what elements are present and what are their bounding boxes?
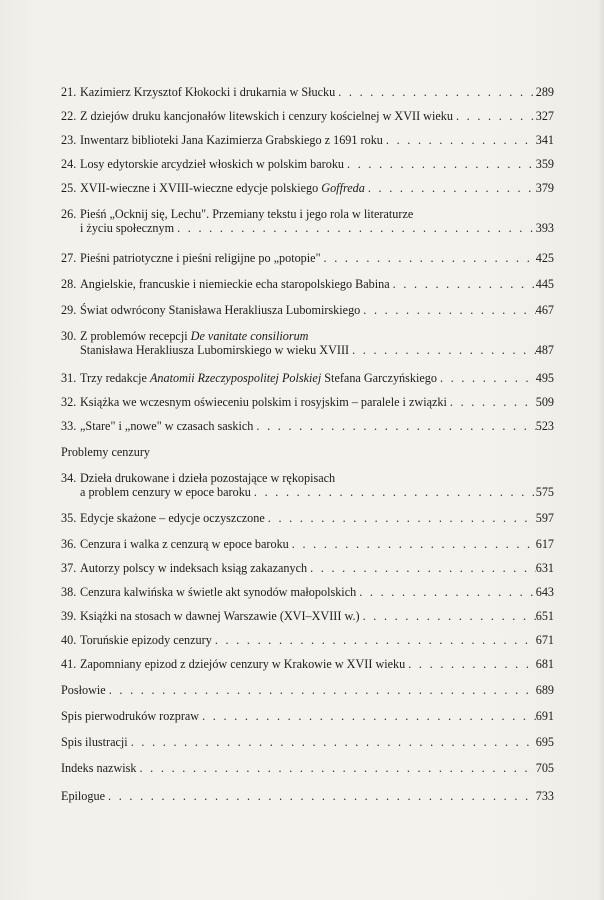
dot-leader <box>321 251 536 265</box>
entry-page: 327 <box>535 109 554 123</box>
entry-page: 467 <box>535 303 554 317</box>
entry-page: 575 <box>535 485 554 499</box>
toc-entry[interactable] <box>61 789 554 803</box>
entry-page: 695 <box>535 735 554 749</box>
entry-number: 39. <box>61 609 77 623</box>
entry-number: 32. <box>61 395 77 409</box>
entry-title: Toruńskie epizody cenzury <box>80 633 212 647</box>
entry-title-italic: Anatomii Rzeczypospolitej Polskiej <box>149 371 322 385</box>
toc-entry[interactable] <box>61 561 554 575</box>
entry-title-italic: Goffreda <box>321 181 365 195</box>
toc-entry[interactable] <box>61 609 554 623</box>
toc-entry[interactable] <box>61 207 554 235</box>
entry-title: Losy edytorskie arcydzieł włoskich w polskim baroku <box>80 157 345 171</box>
toc-entry[interactable] <box>61 133 554 147</box>
entry-page: 681 <box>535 657 554 671</box>
dot-leader <box>199 709 536 723</box>
entry-title: Spis pierwodruków rozpraw <box>61 709 200 723</box>
toc-entry[interactable] <box>61 511 554 525</box>
entry-page: 617 <box>535 537 554 551</box>
dot-leader <box>174 221 536 235</box>
toc-entry[interactable] <box>61 585 554 599</box>
toc-entry[interactable] <box>61 251 554 265</box>
entry-page: 341 <box>535 133 554 147</box>
dot-leader <box>405 657 535 671</box>
dot-leader <box>390 277 536 291</box>
toc-entry[interactable] <box>61 329 554 357</box>
entry-title: Angielskie, francuskie i niemieckie echa staropolskiego Babina <box>80 277 390 291</box>
entry-title: Indeks nazwisk <box>61 761 137 775</box>
entry-title: Kazimierz Krzysztof Kłokocki i drukarnia w Słucku <box>80 85 336 99</box>
entry-title: Cenzura i walka z cenzurą w epoce baroku <box>80 537 289 551</box>
entry-page: 651 <box>535 609 554 623</box>
toc-entry[interactable] <box>61 683 554 697</box>
entry-number: 31. <box>61 371 77 385</box>
toc-entry[interactable] <box>61 761 554 775</box>
dot-leader <box>335 85 536 99</box>
entry-number: 36. <box>61 537 77 551</box>
dot-leader <box>128 735 536 749</box>
entry-page: 445 <box>535 277 554 291</box>
entry-title: Inwentarz biblioteki Jana Kazimierza Grabskiego z 1691 roku <box>80 133 383 147</box>
toc-entry[interactable] <box>61 109 554 123</box>
entry-number: 38. <box>61 585 77 599</box>
dot-leader <box>212 633 536 647</box>
entry-page: 691 <box>535 709 554 723</box>
entry-page: 689 <box>535 683 554 697</box>
toc-entry[interactable] <box>61 181 554 195</box>
entry-number: 25. <box>61 181 77 195</box>
dot-leader <box>289 537 536 551</box>
entry-page: 705 <box>535 761 554 775</box>
entry-title: Spis ilustracji <box>61 735 128 749</box>
entry-title: Pieśni patriotyczne i pieśni religijne po „potopie" <box>80 251 321 265</box>
entry-number: 27. <box>61 251 77 265</box>
entry-title: Z dziejów druku kancjonałów litewskich i cenzury kościelnej w XVII wieku <box>80 109 453 123</box>
entry-number: 41. <box>61 657 77 671</box>
section-heading: Problemy cenzury <box>61 445 151 459</box>
toc-entry[interactable] <box>61 303 554 317</box>
entry-number: 37. <box>61 561 77 575</box>
entry-page: 289 <box>535 85 554 99</box>
dot-leader <box>349 343 536 357</box>
entry-page: 597 <box>535 511 554 525</box>
dot-leader <box>447 395 536 409</box>
toc-entry[interactable] <box>61 709 554 723</box>
dot-leader <box>105 789 536 803</box>
entry-number: 21. <box>61 85 77 99</box>
entry-title: Trzy redakcje <box>80 371 150 385</box>
entry-page: 631 <box>535 561 554 575</box>
toc-entry[interactable] <box>61 371 554 385</box>
entry-page: 671 <box>535 633 554 647</box>
entry-title: XVII-wieczne i XVIII-wieczne edycje polskiego <box>80 181 322 195</box>
entry-number: 29. <box>61 303 77 317</box>
toc-entry[interactable] <box>61 85 554 99</box>
entry-page: 509 <box>535 395 554 409</box>
dot-leader <box>360 609 536 623</box>
entry-number: 23. <box>61 133 77 147</box>
entry-number: 30. <box>61 329 77 343</box>
entry-title: Zapomniany epizod z dziejów cenzury w Krakowie w XVII wieku <box>80 657 406 671</box>
entry-title-line1: Pieśń „Ocknij się, Lechu". Przemiany tekstu i jego rola w literaturze <box>80 207 414 221</box>
entry-number: 34. <box>61 471 77 485</box>
entry-title-line1: Dzieła drukowane i dzieła pozostające w rękopisach <box>80 471 336 485</box>
entry-title-italic: De vanitate consiliorum <box>190 329 309 343</box>
entry-page: 495 <box>535 371 554 385</box>
entry-page: 393 <box>535 221 554 235</box>
entry-page: 379 <box>535 181 554 195</box>
toc-entry[interactable] <box>61 471 554 499</box>
entry-title: „Stare" i „nowe" w czasach saskich <box>80 419 254 433</box>
dot-leader <box>265 511 536 525</box>
entry-page: 643 <box>535 585 554 599</box>
dot-leader <box>251 485 536 499</box>
toc-entry[interactable] <box>61 657 554 671</box>
dot-leader <box>344 157 536 171</box>
entry-number: 26. <box>61 207 77 221</box>
entry-title: Edycje skażone – edycje oczyszczone <box>80 511 265 525</box>
entry-title: Książki na stosach w dawnej Warszawie (XVI–XVIII w.) <box>80 609 360 623</box>
entry-page: 523 <box>535 419 554 433</box>
dot-leader <box>360 303 535 317</box>
entry-page: 487 <box>535 343 554 357</box>
entry-title-line2: Stanisława Herakliusza Lubomirskiego w wieku XVIII <box>80 343 350 357</box>
toc-entry[interactable] <box>61 277 554 291</box>
entry-title-line2: a problem cenzury w epoce baroku <box>80 485 251 499</box>
dot-leader <box>307 561 536 575</box>
entry-number: 33. <box>61 419 77 433</box>
toc-entry[interactable] <box>61 395 554 409</box>
dot-leader <box>106 683 536 697</box>
entry-title: Epilogue <box>61 789 106 803</box>
entry-title-line2: i życiu społecznym <box>80 221 175 235</box>
entry-number: 35. <box>61 511 77 525</box>
dot-leader <box>356 585 536 599</box>
entry-title: Autorzy polscy w indeksach ksiąg zakazanych <box>80 561 308 575</box>
entry-title-rest: Stefana Garczyńskiego <box>321 371 437 385</box>
entry-number: 24. <box>61 157 77 171</box>
toc-entry[interactable] <box>61 633 554 647</box>
dot-leader <box>437 371 536 385</box>
entry-title-line1: Z problemów recepcji <box>80 329 191 343</box>
entry-title: Książka we wczesnym oświeceniu polskim i rosyjskim – paralele i związki <box>80 395 447 409</box>
entry-title: Posłowie <box>61 683 106 697</box>
toc-entry[interactable] <box>61 157 554 171</box>
entry-number: 22. <box>61 109 77 123</box>
dot-leader <box>453 109 536 123</box>
dot-leader <box>136 761 535 775</box>
entry-page: 359 <box>535 157 554 171</box>
dot-leader <box>365 181 536 195</box>
entry-page: 425 <box>535 251 554 265</box>
entry-number: 28. <box>61 277 77 291</box>
entry-page: 733 <box>535 789 554 803</box>
page-edge-shadow <box>598 0 604 900</box>
dot-leader <box>383 133 536 147</box>
toc-entry[interactable] <box>61 735 554 749</box>
toc-entry[interactable] <box>61 419 554 433</box>
entry-title: Cenzura kalwińska w świetle akt synodów małopolskich <box>80 585 357 599</box>
toc-entry[interactable] <box>61 537 554 551</box>
entry-title: Świat odwrócony Stanisława Herakliusza Lubomirskiego <box>80 303 361 317</box>
entry-number: 40. <box>61 633 77 647</box>
dot-leader <box>253 419 535 433</box>
